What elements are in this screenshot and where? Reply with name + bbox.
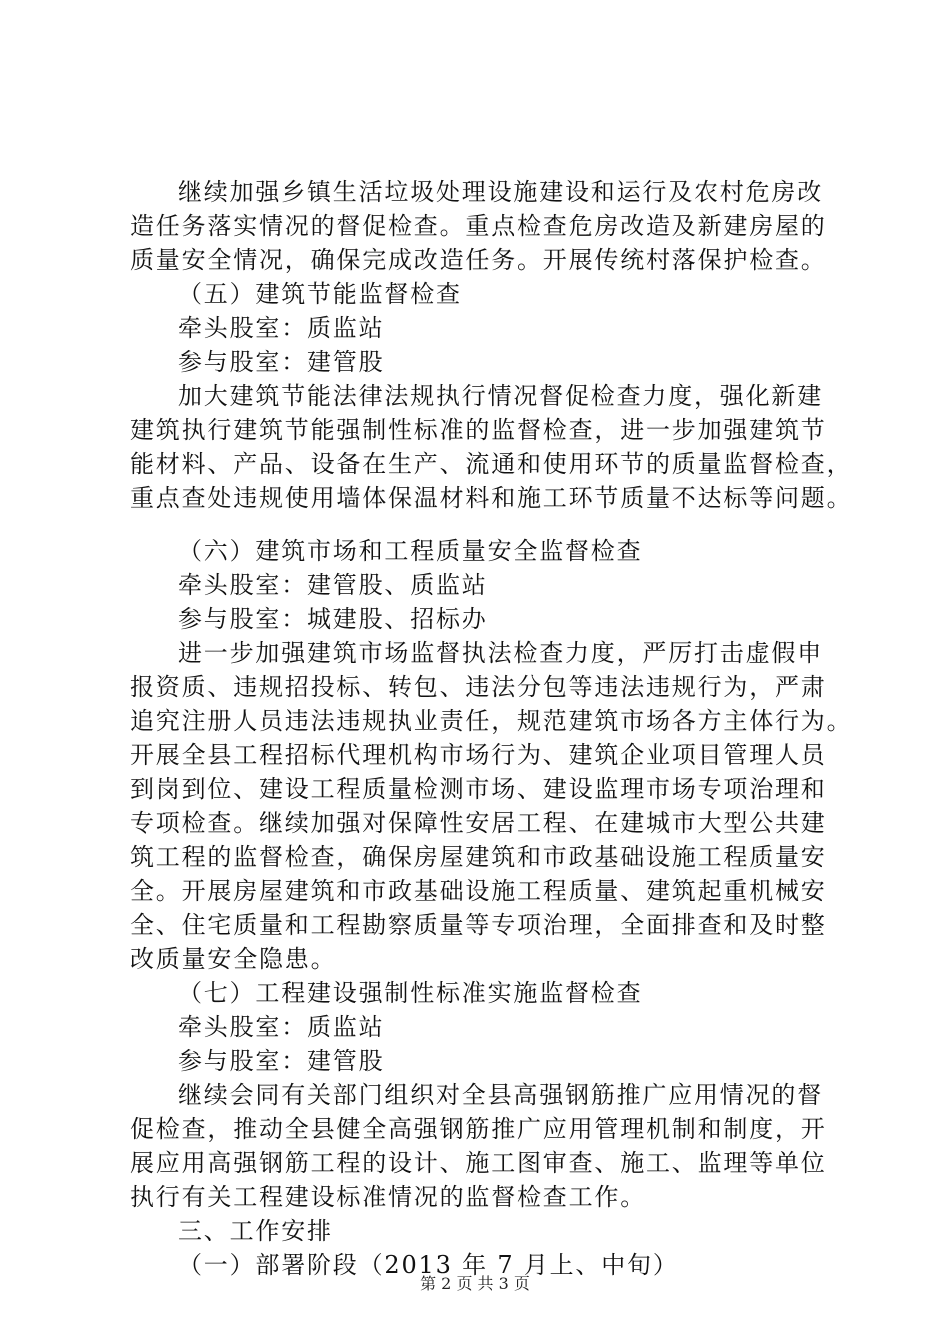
lead-office-line: 牵头股室：质监站 [178, 1013, 385, 1041]
paragraph-line: 进一步加强建筑市场监督执法检查力度，严厉打击虚假申 [178, 639, 823, 667]
paragraph-line: 报资质、违规招投标、转包、违法分包等违法违规行为，严肃 [130, 673, 827, 701]
section-heading: （六）建筑市场和工程质量安全监督检查 [178, 537, 643, 565]
section-heading: 三、工作安排 [178, 1217, 333, 1245]
paragraph-line: 全、住宅质量和工程勘察质量等专项治理，全面排查和及时整 [130, 911, 827, 939]
section-heading: （七）工程建设强制性标准实施监督检查 [178, 979, 643, 1007]
section-heading: （五）建筑节能监督检查 [178, 280, 462, 308]
paragraph-line: 质量安全情况，确保完成改造任务。开展传统村落保护检查。 [130, 246, 827, 274]
paragraph-line: 到岗到位、建设工程质量检测市场、建设监理市场专项治理和 [130, 775, 827, 803]
paragraph-line: 能材料、产品、设备在生产、流通和使用环节的质量监督检查， [130, 450, 853, 478]
paragraph-line: 重点查处违规使用墙体保温材料和施工环节质量不达标等问题。 [130, 484, 853, 512]
page-footer: 第 2 页 共 3 页 [420, 1274, 530, 1293]
paragraph-line: 执行有关工程建设标准情况的监督检查工作。 [130, 1183, 646, 1211]
subsection-heading: （一）部署阶段（2013 年 7 月上、中旬） [178, 1251, 679, 1279]
paragraph-line: 追究注册人员违法违规执业责任，规范建筑市场各方主体行为。 [130, 707, 853, 735]
paragraph-line: 造任务落实情况的督促检查。重点检查危房改造及新建房屋的 [130, 212, 827, 240]
participating-office-line: 参与股室：建管股 [178, 348, 385, 376]
paragraph-line: 促检查，推动全县健全高强钢筋推广应用管理机制和制度，开 [130, 1115, 827, 1143]
paragraph-line: 筑工程的监督检查，确保房屋建筑和市政基础设施工程质量安 [130, 843, 827, 871]
paragraph-line: 继续加强乡镇生活垃圾处理设施建设和运行及农村危房改 [178, 178, 823, 206]
paragraph-line: 开展全县工程招标代理机构市场行为、建筑企业项目管理人员 [130, 741, 827, 769]
paragraph-line: 全。开展房屋建筑和市政基础设施工程质量、建筑起重机械安 [130, 877, 827, 905]
lead-office-line: 牵头股室：质监站 [178, 314, 385, 342]
paragraph-line: 专项检查。继续加强对保障性安居工程、在建城市大型公共建 [130, 809, 827, 837]
paragraph-line: 加大建筑节能法律法规执行情况督促检查力度，强化新建 [178, 382, 823, 410]
paragraph-line: 改质量安全隐患。 [130, 945, 337, 973]
participating-office-line: 参与股室：城建股、招标办 [178, 605, 488, 633]
lead-office-line: 牵头股室：建管股、质监站 [178, 571, 488, 599]
paragraph-line: 继续会同有关部门组织对全县高强钢筋推广应用情况的督 [178, 1081, 823, 1109]
participating-office-line: 参与股室：建管股 [178, 1047, 385, 1075]
paragraph-line: 建筑执行建筑节能强制性标准的监督检查，进一步加强建筑节 [130, 416, 827, 444]
paragraph-line: 展应用高强钢筋工程的设计、施工图审查、施工、监理等单位 [130, 1149, 827, 1177]
